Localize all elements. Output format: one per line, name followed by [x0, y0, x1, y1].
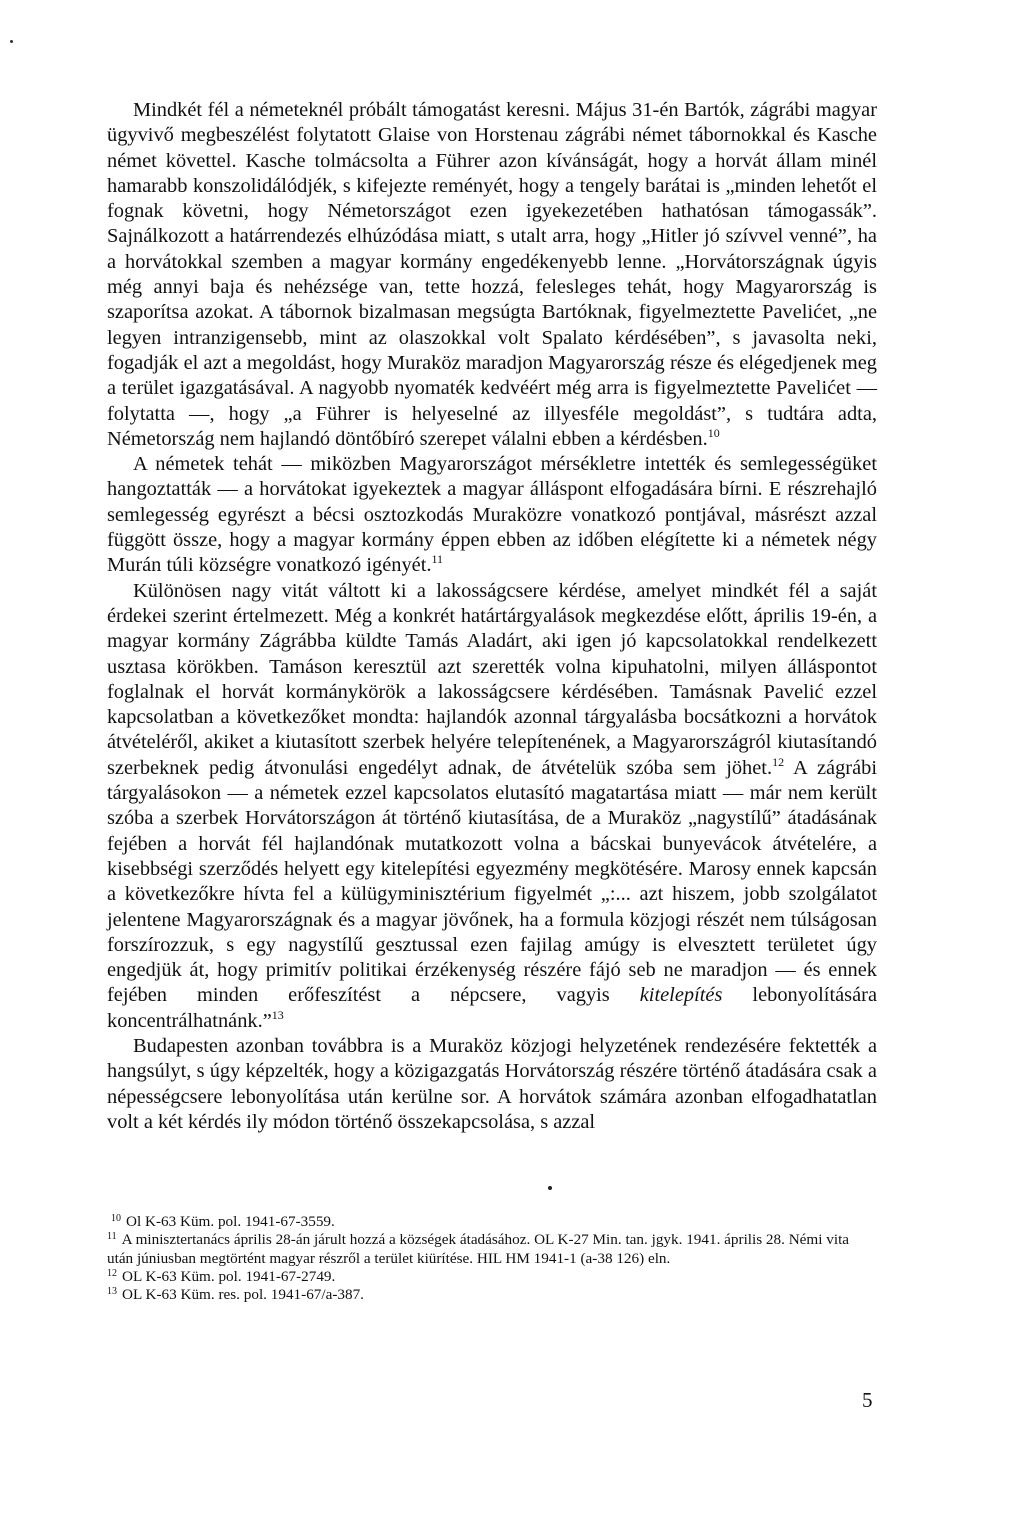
paragraph-4: [107, 1034, 877, 1135]
footnote-11: [107, 1231, 877, 1268]
footnote-10: [107, 1213, 877, 1231]
footnote-12-number: 12: [107, 1267, 117, 1279]
footnote-ref-12[interactable]: 12: [772, 754, 785, 769]
paragraph-3-text-a: Különösen nagy vitát váltott ki a lakosságcsere kérdése, amelyet mindkét fél a saját érdekei szerint értelmezett. Még a konkrét határtárgyalások megkezdése előtt, április 19-én, a magyar kormány Zágrábba küldte Tamás Aladárt, aki igen jó kapcsolatokkal rendelkezett usztasa körökben. Tamáson keresztül azt szerették volna kipuhatolni, milyen álláspontot foglalnak el horvát kormánykörök a lakosságcsere kérdésében. Tamásnak Pavelić ezzel kapcsolatban a következőket mondta: hajlandók azonnal tárgyalásba bocsátkozni a horvátok átvételéről, akiket a kiutasított szerbek helyére telepítenének, a Magyarországról kiutasítandó szerbeknek pedig átvonulási engedélyt adnak, de átvételük szóba sem jöhet.: [107, 579, 877, 779]
footnote-separator-mark: [548, 1186, 552, 1190]
footnote-12-text: OL K-63 Küm. pol. 1941-67-2749.: [122, 1267, 336, 1285]
footnotes: [107, 1213, 877, 1304]
paragraph-3-text-c: lebonyolítására koncentrálhatnánk.”: [107, 984, 877, 1032]
paragraph-4-text: Budapesten azonban továbbra is a Muraköz közjogi helyzetének rendezésére fektették a hangsúlyt, s úgy képzelték, hogy a közigazgatás Horvátország részére történő átadására csak a népességcsere lebonyolítása után kerülne sor. A horvátok számára azonban elfogadhatatlan volt a két kérdés ily módon történő összekapcsolása, s azzal: [107, 1034, 877, 1133]
paragraph-2-text: A németek tehát — miközben Magyarországot mérsékletre intették és semlegességüket hangoztatták — a horvátokat igyekeztek a magyar álláspont elfogadására bírni. E részrehajló semlegesség egyrészt a bécsi osztozkodás Muraközre vonatkozó pontjával, másrészt azzal függött össze, hogy a magyar kormány éppen ebben az időben elégítette ki a németek négy Murán túli községre vonatkozó igényét.: [107, 453, 877, 577]
footnote-12: [107, 1268, 877, 1286]
footnote-ref-13[interactable]: 13: [271, 1007, 284, 1022]
footnote-13-number: 13: [107, 1286, 117, 1298]
footnote-ref-10[interactable]: 10: [707, 425, 720, 440]
paragraph-3: [107, 579, 877, 1034]
footnote-13-text: OL K-63 Küm. res. pol. 1941-67/a-387.: [122, 1286, 364, 1304]
page-number: 5: [862, 1388, 873, 1412]
scan-speck: [10, 40, 13, 43]
paragraph-2: [107, 452, 877, 578]
emphasis-kitelepites: kitelepítés: [639, 984, 723, 1007]
footnote-10-text: Ol K-63 Küm. pol. 1941-67-3559.: [126, 1213, 335, 1230]
paragraph-1-text: Mindkét fél a németeknél próbált támogatást keresni. Május 31-én Bartók, zágrábi magyar ügyvivő megbeszélést folytatott Glaise von Horstenau zágrábi német tábornokkal és Kasche német követtel. Kasche tolmácsolta a Führer azon kívánságát, hogy a horvát állam minél hamarabb konszolidálódjék, s kifejezte reményét, hogy a tengely barátai is „minden lehetőt el fognak követni, hogy Németországot ezen igyekezetében hathatósan támogassák”. Sajnálkozott a határrendezés elhúzódása miatt, s utalt arra, hogy „Hitler jó szívvel venné”, ha a horvátokkal szemben a magyar kormány engedékenyebb lenne. „Horvátországnak úgyis még annyi baja és nehézsége van, tette hozzá, felesleges tehát, hogy Magyarország is szaporítsa azokat. A tábornok bizalmasan megsúgta Bartóknak, figyelmeztette Pavelićet, „ne legyen intranzigensebb, mint az olaszokkal volt Spalato kérdésében”, s javasolta neki, fogadják el azt a megoldást, hogy Muraköz maradjon Magyarország része és elégedjenek meg a terület igazgatásával. A nagyobb nyomaték kedvéért még arra is figyelmeztette Pavelićet — folytatta —, hogy „a Führer is helyeselné az illyesféle megoldást”, s tudtára adta, Németország nem hajlandó döntőbíró szerepet válalni ebben a kérdésben.: [107, 99, 877, 450]
footnote-10-number: 10: [111, 1213, 121, 1224]
footnote-11-text: A minisztertanács április 28-án járult hozzá a községek átadásához. OL K-27 Min. tan. jgyk. 1941. április 28. Némi vita után júniusban megtörtént magyar részről a terület kiürítése. HIL HM 1941-1 (a-38 126) eln.: [107, 1231, 850, 1267]
footnote-13: [107, 1286, 877, 1304]
paragraph-3-text-b: A zágrábi tárgyalásokon — a németek ezzel kapcsolatos elutasító magatartása miatt — már nem került szóba a szerbek Horvátországon át történő kiutasítása, de a Muraköz „nagystílű” átadásának fejében a horvát fél hajlandónak mutatkozott volna a bácskai bunyevácok átvételére, a kisebbségi szerződés helyett egy kitelepítési egyezmény megkötésére. Marosy ennek kapcsán a következőkre hívta fel a külügyminisztérium figyelmét „:... azt hiszem, jobb szolgálatot jelentene Magyarországnak és a magyar jövőnek, ha a formula közjogi részét nem túlságosan forszírozzuk, s egy nagystílű gesztussal ezen fajilag amúgy is elvesztett területet úgy engedjük át, hogy primitív politikai érzékenység részére fájó seb ne maradjon — és ennek fejében minden erőfeszítést a népcsere, vagyis: [107, 756, 877, 1007]
main-text: [107, 98, 877, 1135]
paragraph-1: [107, 98, 877, 452]
footnote-11-number: 11: [107, 1231, 117, 1243]
footnote-ref-11[interactable]: 11: [431, 552, 444, 567]
